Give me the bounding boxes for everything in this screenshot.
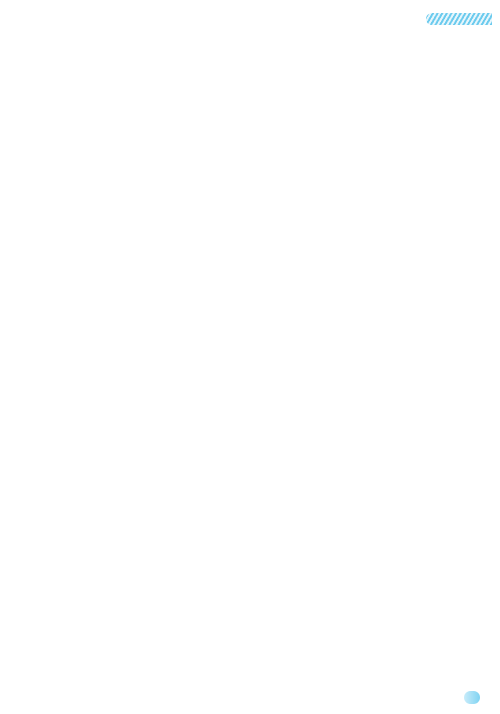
page-header [420, 8, 492, 30]
page-content [30, 38, 472, 39]
page-number [464, 691, 480, 704]
page-footer [464, 691, 486, 704]
header-stripes-decoration [426, 13, 492, 25]
